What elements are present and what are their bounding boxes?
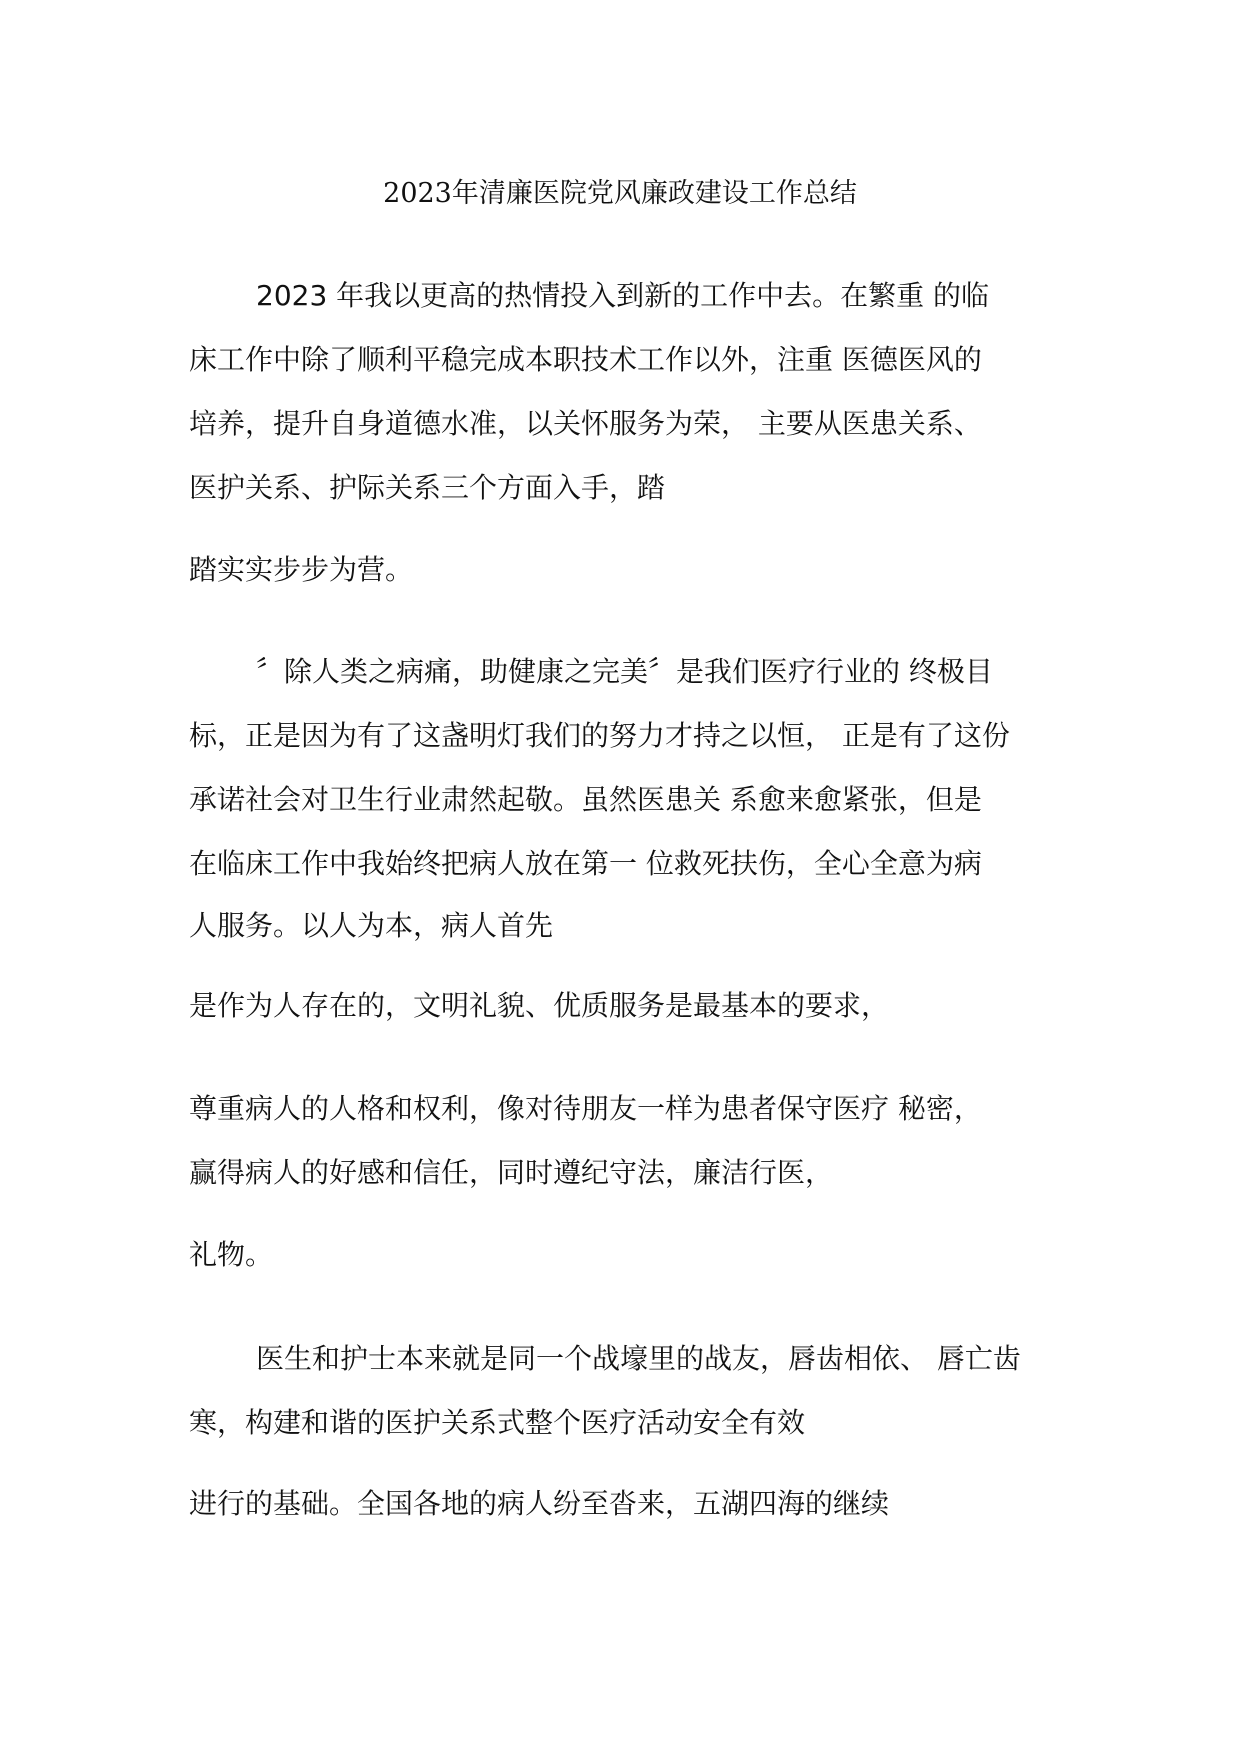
paragraph-2-line-5: 人服务。以人为本，病人首先 — [189, 909, 554, 942]
paragraph-2-line-1: 〞除人类之病痛，助健康之完美〞是我们医疗行业的 终极目 — [256, 655, 993, 688]
document-title: 2023年清廉医院党风廉政建设工作总结 — [383, 178, 857, 209]
paragraph-1-line-5: 踏实实步步为营。 — [189, 553, 414, 586]
paragraph-3-line-1: 医生和护士本来就是同一个战壕里的战友，唇齿相依、 唇亡齿 — [256, 1342, 1021, 1375]
paragraph-1-line-2: 床工作中除了顺利平稳完成本职技术工作以外，注重 医德医风的 — [189, 343, 982, 376]
paragraph-2-line-8: 赢得病人的好感和信任，同时遵纪守法，廉洁行医， — [189, 1156, 834, 1189]
paragraph-1-line-3: 培养，提升自身道德水准，以关怀服务为荣， 主要从医患关系、 — [189, 407, 982, 440]
paragraph-2-line-4: 在临床工作中我始终把病人放在第一 位救死扶伤，全心全意为病 — [189, 847, 982, 880]
paragraph-2-line-2: 标，正是因为有了这盏明灯我们的努力才持之以恒， 正是有了这份 — [189, 719, 1010, 752]
paragraph-2-line-3: 承诺社会对卫生行业肃然起敬。虽然医患关 系愈来愈紧张，但是 — [189, 783, 982, 816]
paragraph-3-line-3: 进行的基础。全国各地的病人纷至沓来，五湖四海的继续 — [189, 1487, 890, 1520]
paragraph-2-line-6: 是作为人存在的，文明礼貌、优质服务是最基本的要求， — [189, 989, 890, 1022]
paragraph-1-line-4: 医护关系、护际关系三个方面入手，踏 — [189, 471, 666, 504]
paragraph-2-line-9: 礼物。 — [189, 1238, 274, 1271]
paragraph-3-line-2: 寒，构建和谐的医护关系式整个医疗活动安全有效 — [189, 1406, 806, 1439]
paragraph-1-line-1: 2023 年我以更高的热情投入到新的工作中去。在繁重 的临 — [256, 279, 990, 312]
paragraph-2-line-7: 尊重病人的人格和权利，像对待朋友一样为患者保守医疗 秘密， — [189, 1092, 982, 1125]
